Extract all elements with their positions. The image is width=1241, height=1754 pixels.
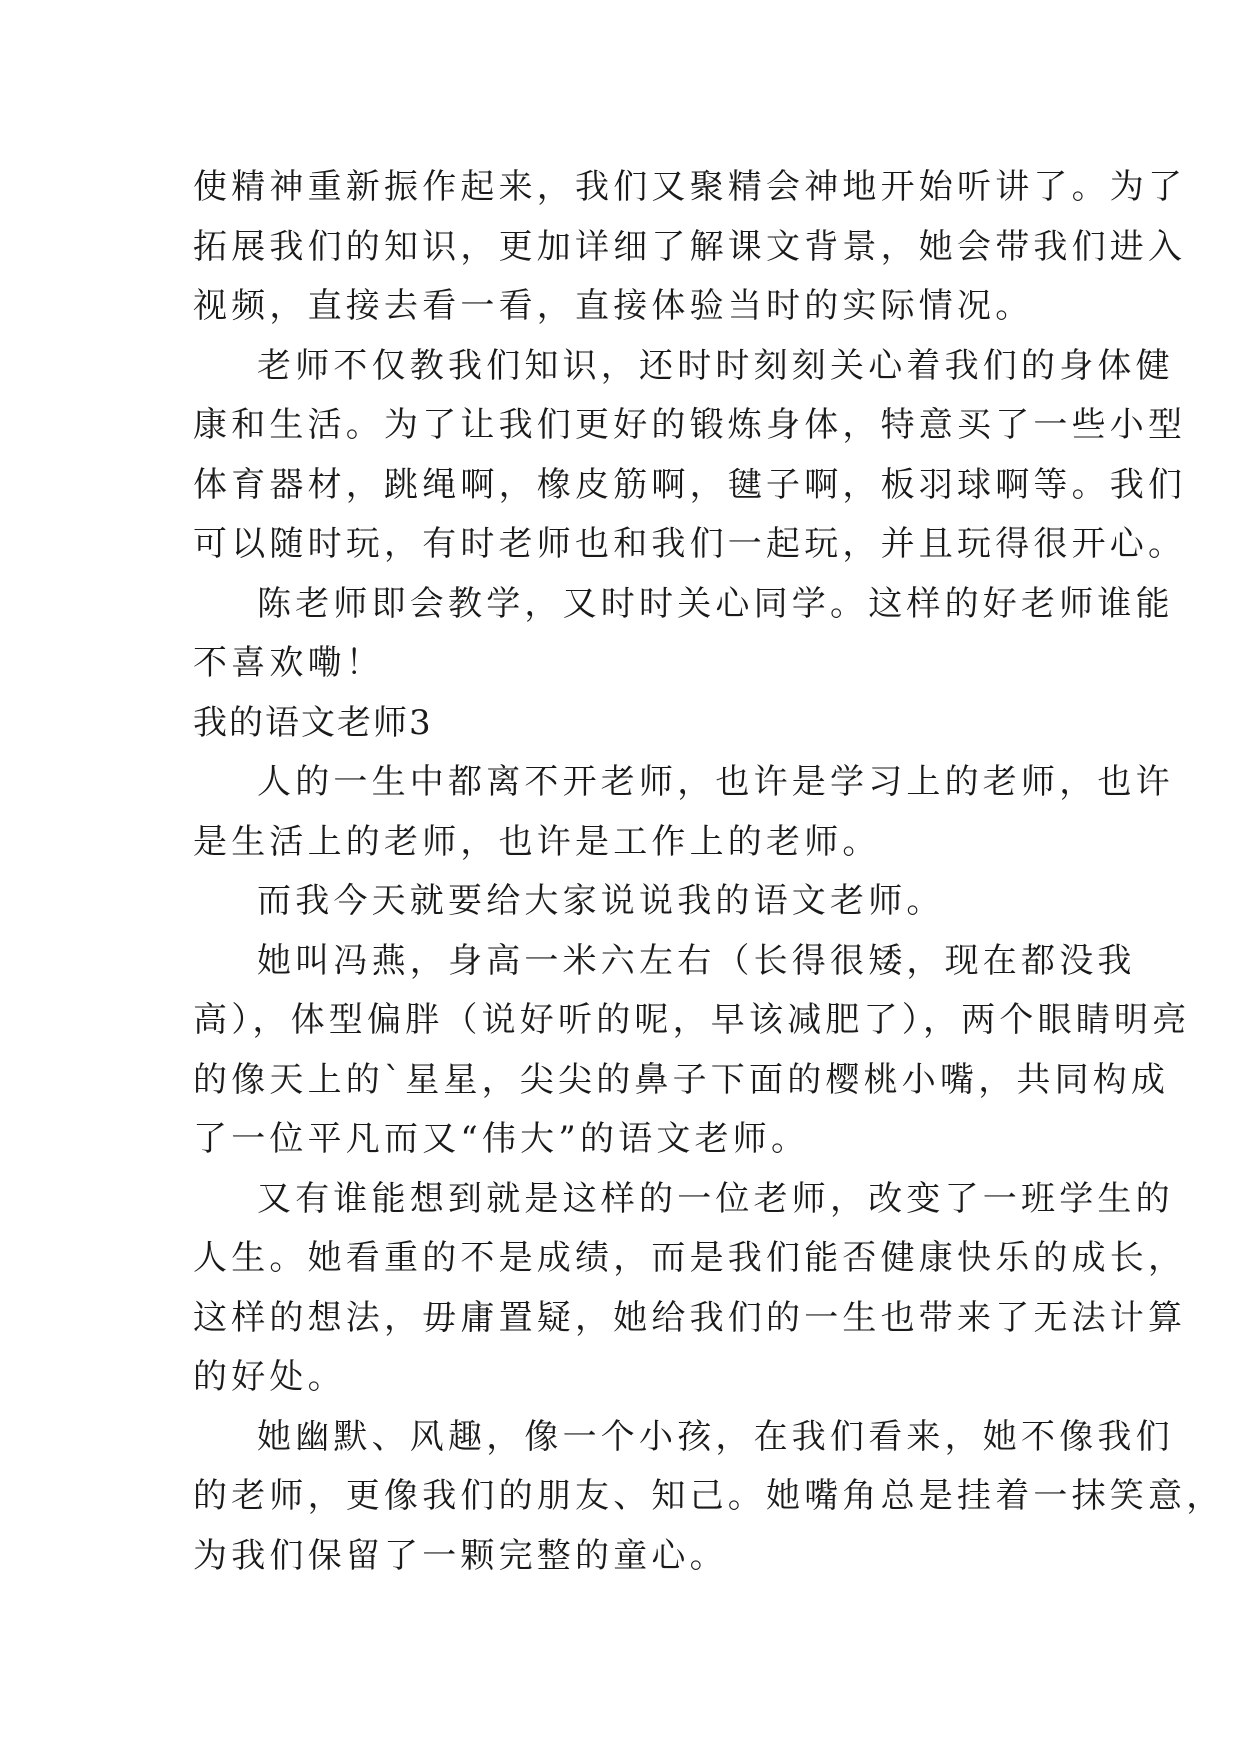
text-line: 拓展我们的知识，更加详细了解课文背景，她会带我们进入: [193, 226, 1187, 267]
text-line: 高），体型偏胖（说好听的呢，早该减肥了），两个眼睛明亮: [193, 1000, 1191, 1040]
text-line: 是生活上的老师，也许是工作上的老师。: [193, 821, 881, 862]
paragraph-first-line: 她幽默、风趣，像一个小孩，在我们看来，她不像我们: [257, 1416, 1174, 1457]
paragraph-first-line: 而我今天就要给大家说说我的语文老师。: [257, 881, 945, 921]
paragraph-first-line: 又有谁能想到就是这样的一位老师，改变了一班学生的: [257, 1178, 1174, 1219]
text-line: 康和生活。为了让我们更好的锻炼身体，特意买了一些小型: [193, 405, 1187, 445]
text-line: 不喜欢嘞！: [193, 643, 384, 683]
text-line: 这样的想法，毋庸置疑，她给我们的一生也带来了无法计算: [193, 1297, 1187, 1338]
section-heading: 我的语文老师3: [193, 702, 433, 743]
paragraph-first-line: 陈老师即会教学，又时时关心同学。这样的好老师谁能: [257, 583, 1174, 624]
document-body: [193, 158, 1225, 1586]
text-line: 的好处。: [193, 1357, 346, 1397]
paragraph-first-line: 老师不仅教我们知识，还时时刻刻关心着我们的身体健: [257, 345, 1174, 386]
text-line: 体育器材，跳绳啊，橡皮筋啊，毽子啊，板羽球啊等。我们: [193, 464, 1187, 505]
text-line: 的像天上的`星星，尖尖的鼻子下面的樱桃小嘴，共同构成: [193, 1059, 1170, 1100]
text-line: 人生。她看重的不是成绩，而是我们能否健康快乐的成长，: [193, 1238, 1187, 1278]
text-line: 的老师，更像我们的朋友、知己。她嘴角总是挂着一抹笑意，: [193, 1476, 1225, 1516]
text-line: 可以随时玩，有时老师也和我们一起玩，并且玩得很开心。: [193, 524, 1187, 564]
paragraph-first-line: 她叫冯燕，身高一米六左右（长得很矮，现在都没我: [257, 940, 1136, 981]
paragraph-first-line: 人的一生中都离不开老师，也许是学习上的老师，也许: [257, 762, 1174, 802]
text-line: 视频，直接去看一看，直接体验当时的实际情况。: [193, 286, 1034, 326]
text-line: 了一位平凡而又“伟大”的语文老师。: [193, 1119, 810, 1159]
text-line: 为我们保留了一颗完整的童心。: [193, 1535, 728, 1576]
text-line: 使精神重新振作起来，我们又聚精会神地开始听讲了。为了: [193, 167, 1187, 207]
